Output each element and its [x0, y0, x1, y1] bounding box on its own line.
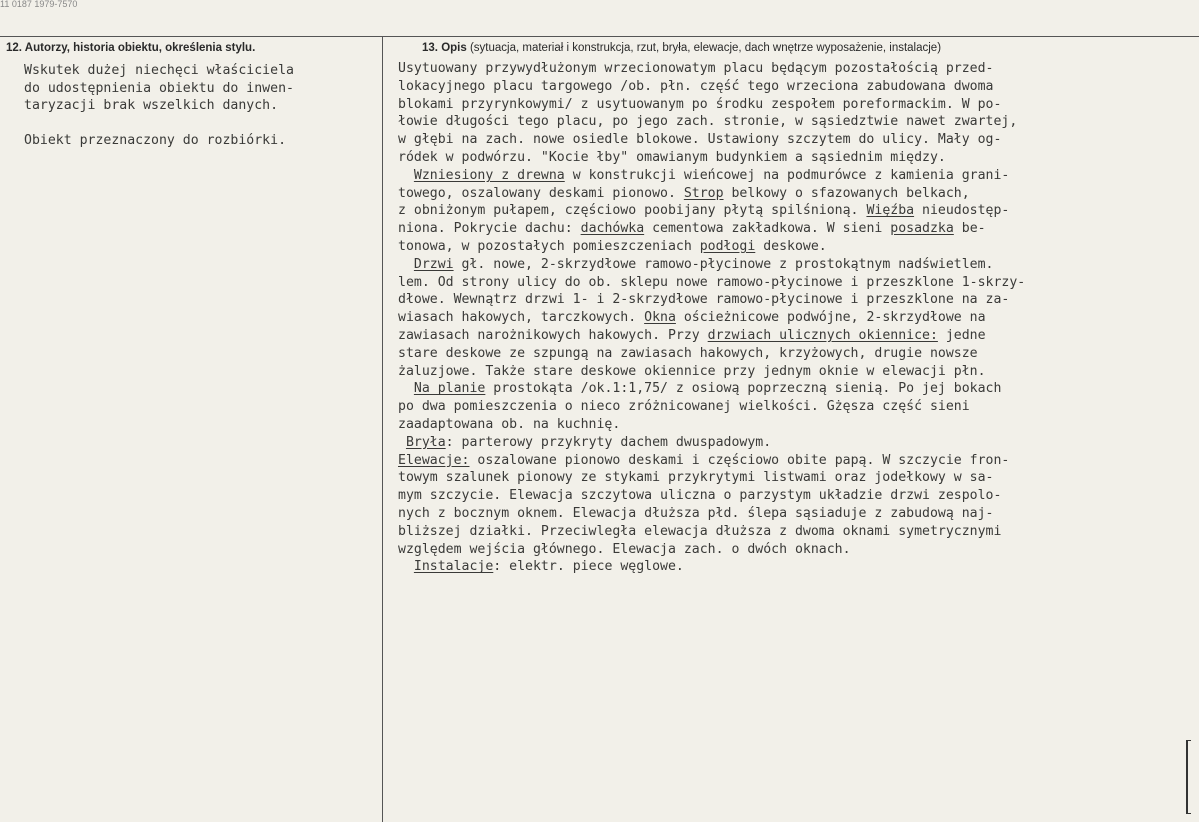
- underlined-keyword: posadzka: [890, 221, 954, 237]
- description-line: [398, 558, 1198, 576]
- description-line: [398, 380, 1198, 398]
- underlined-keyword: podłogi: [699, 238, 756, 254]
- line-text: [398, 168, 414, 183]
- description-line: [398, 202, 1198, 220]
- line-text: łowie długości tego placu, po jego zach. stronie, w sąsiedztwie nawet zwartej,: [398, 114, 1018, 130]
- section-13-subtitle: (sytuacja, materiał i konstrukcja, rzut, bryła, elewacje, dach wnętrze wyposażenie, instalacje): [469, 42, 942, 54]
- underlined-keyword: Strop: [683, 185, 724, 201]
- description-line: [398, 96, 1198, 114]
- line-text: [398, 381, 414, 396]
- line-text: z obniżonym pułapem, częściowo poobijany płytą spilśnioną.: [398, 203, 867, 219]
- description-line: [398, 541, 1198, 559]
- description-line: [398, 185, 1198, 203]
- line-text: prostokąta /ok.1:1,75/ z osiową poprzeczną sienią. Po jej bokach: [485, 381, 1002, 397]
- description-line: [398, 113, 1198, 131]
- line-text: żaluzjowe. Także stare deskowe okiennice przy jednym oknie w elewacji płn.: [398, 363, 986, 379]
- line-text: ródek w podwórzu. "Kocie łby" omawianym budynkiem a sąsiednim między.: [398, 149, 946, 165]
- line-text: towego, oszalowany deskami pionowo.: [398, 185, 684, 201]
- line-text: jedne: [937, 327, 986, 343]
- underlined-keyword: Bryła: [405, 434, 446, 450]
- line-text: deskowe.: [755, 238, 827, 254]
- line-text: mym szczycie. Elewacja szczytowa uliczna o parzystym układzie drzwi zespolo-: [398, 488, 1002, 504]
- description-line: [398, 452, 1198, 470]
- line-text: : parterowy przykryty dachem dwuspadowym.: [445, 434, 772, 450]
- line-text: cementowa zakładkowa. W sieni: [644, 221, 891, 237]
- section-12-title: Autorzy, historia obiektu, określenia stylu.: [24, 42, 256, 54]
- description-line: [398, 256, 1198, 274]
- line-text: bliższej działki. Przeciwległa elewacja dłuższa z dwoma oknami symetrycznymi: [398, 523, 1002, 539]
- section-12-paragraph: Obiekt przeznaczony do rozbiórki.: [24, 132, 287, 148]
- line-text: towym szalunek pionowy ze stykami przykrytymi listwami oraz jodełkowy w sa-: [398, 470, 994, 486]
- line-text: zaadaptowana ob. na kuchnię.: [398, 416, 621, 432]
- underlined-keyword: Wzniesiony z drewna: [413, 167, 565, 183]
- section-12-body: [24, 62, 374, 166]
- section-12-header: [6, 42, 255, 54]
- line-text: niona. Pokrycie dachu:: [398, 221, 581, 237]
- section-13-number: 13.: [422, 42, 438, 54]
- line-text: blokami przyrynkowymi/ z usytuowanym po środku zespołem poreformackim. W po-: [398, 96, 1002, 112]
- description-line: [398, 149, 1198, 167]
- description-line: [398, 416, 1198, 434]
- description-line: [398, 345, 1198, 363]
- underlined-keyword: drzwiach ulicznych okiennice:: [707, 327, 938, 343]
- description-line: [398, 167, 1198, 185]
- line-text: nych z bocznym oknem. Elewacja dłuższa płd. ślepa sąsiaduje z zabudową naj-: [398, 505, 994, 521]
- underlined-keyword: Na planie: [413, 381, 486, 397]
- line-text: [398, 559, 414, 574]
- section-13-header: [422, 42, 941, 54]
- line-text: Usytuowany przywydłużonym wrzecionowatym placu będącym pozostałością przed-: [398, 61, 994, 76]
- underlined-keyword: Elewacje:: [398, 452, 470, 468]
- line-text: względem wejścia głównego. Elewacja zach. o dwóch oknach.: [398, 541, 851, 557]
- line-text: lem. Od strony ulicy do ob. sklepu nowe ramowo-płycinowe i przeszklone 1-skrzy-: [398, 274, 1026, 290]
- underlined-keyword: Instalacje: [413, 559, 494, 575]
- line-text: w konstrukcji wieńcowej na podmurówce z kamienia grani-: [564, 167, 1010, 183]
- section-12-paragraph: Wskutek dużej niechęci właściciela do udostępnienia obiektu do inwen- taryzacji brak wszelkich danych.: [24, 63, 294, 113]
- top-horizontal-rule: [0, 36, 1199, 37]
- underlined-keyword: dachówka: [580, 221, 645, 237]
- section-13-title: Opis: [441, 42, 467, 54]
- description-line: [398, 505, 1198, 523]
- line-text: gł. nowe, 2-skrzydłowe ramowo-płycinowe z prostokątnym nadświetlem.: [453, 256, 994, 272]
- line-text: be-: [953, 221, 986, 237]
- description-line: [398, 398, 1198, 416]
- line-text: stare deskowe ze szpungą na zawiasach hakowych, krzyżowych, drugie nowsze: [398, 345, 978, 361]
- description-line: [398, 78, 1198, 96]
- description-line: [398, 291, 1198, 309]
- column-divider: [382, 36, 383, 822]
- line-text: ościeżnicowe podwójne, 2-skrzydłowe na: [675, 310, 986, 326]
- description-line: [398, 220, 1198, 238]
- line-text: tonowa, w pozostałych pomieszczeniach: [398, 238, 700, 254]
- edge-bracket-mark: [1186, 740, 1191, 814]
- description-line: [398, 487, 1198, 505]
- description-line: [398, 131, 1198, 149]
- corner-stamp-text: 11 0187 1979-7570: [0, 0, 78, 9]
- underlined-keyword: Drzwi: [413, 256, 454, 272]
- description-line: [398, 309, 1198, 327]
- description-line: [398, 363, 1198, 381]
- line-text: wiasach hakowych, tarczkowych.: [398, 310, 645, 326]
- description-line: [398, 434, 1198, 452]
- description-line: [398, 469, 1198, 487]
- section-12-number: 12.: [6, 42, 22, 54]
- description-line: [398, 60, 1198, 78]
- line-text: oszalowane pionowo deskami i częściowo obite papą. W szczycie fron-: [469, 452, 1010, 468]
- description-line: [398, 327, 1198, 345]
- line-text: dłowe. Wewnątrz drzwi 1- i 2-skrzydłowe ramowo-płycinowe i przeszklone na za-: [398, 292, 1010, 308]
- line-text: : elektr. piece węglowe.: [493, 559, 684, 575]
- description-line: [398, 238, 1198, 256]
- line-text: [398, 257, 414, 272]
- line-text: lokacyjnego placu targowego /ob. płn. część tego wrzeciona zabudowana dwoma: [398, 78, 994, 94]
- description-line: [398, 274, 1198, 292]
- description-line: [398, 523, 1198, 541]
- line-text: po dwa pomieszczenia o nieco zróżnicowanej wielkości. Gżęsza część sieni: [398, 399, 970, 415]
- underlined-keyword: Więźba: [866, 203, 915, 219]
- line-text: zawiasach narożnikowych hakowych. Przy: [398, 327, 708, 343]
- line-text: [398, 435, 406, 450]
- section-13-body: [398, 60, 1198, 576]
- line-text: w głębi na zach. nowe osiedle blokowe. Ustawiony szczytem do ulicy. Mały og-: [398, 132, 1002, 148]
- underlined-keyword: Okna: [644, 310, 676, 326]
- line-text: nieudostęp-: [914, 203, 1010, 219]
- line-text: belkowy o sfazowanych belkach,: [723, 185, 970, 201]
